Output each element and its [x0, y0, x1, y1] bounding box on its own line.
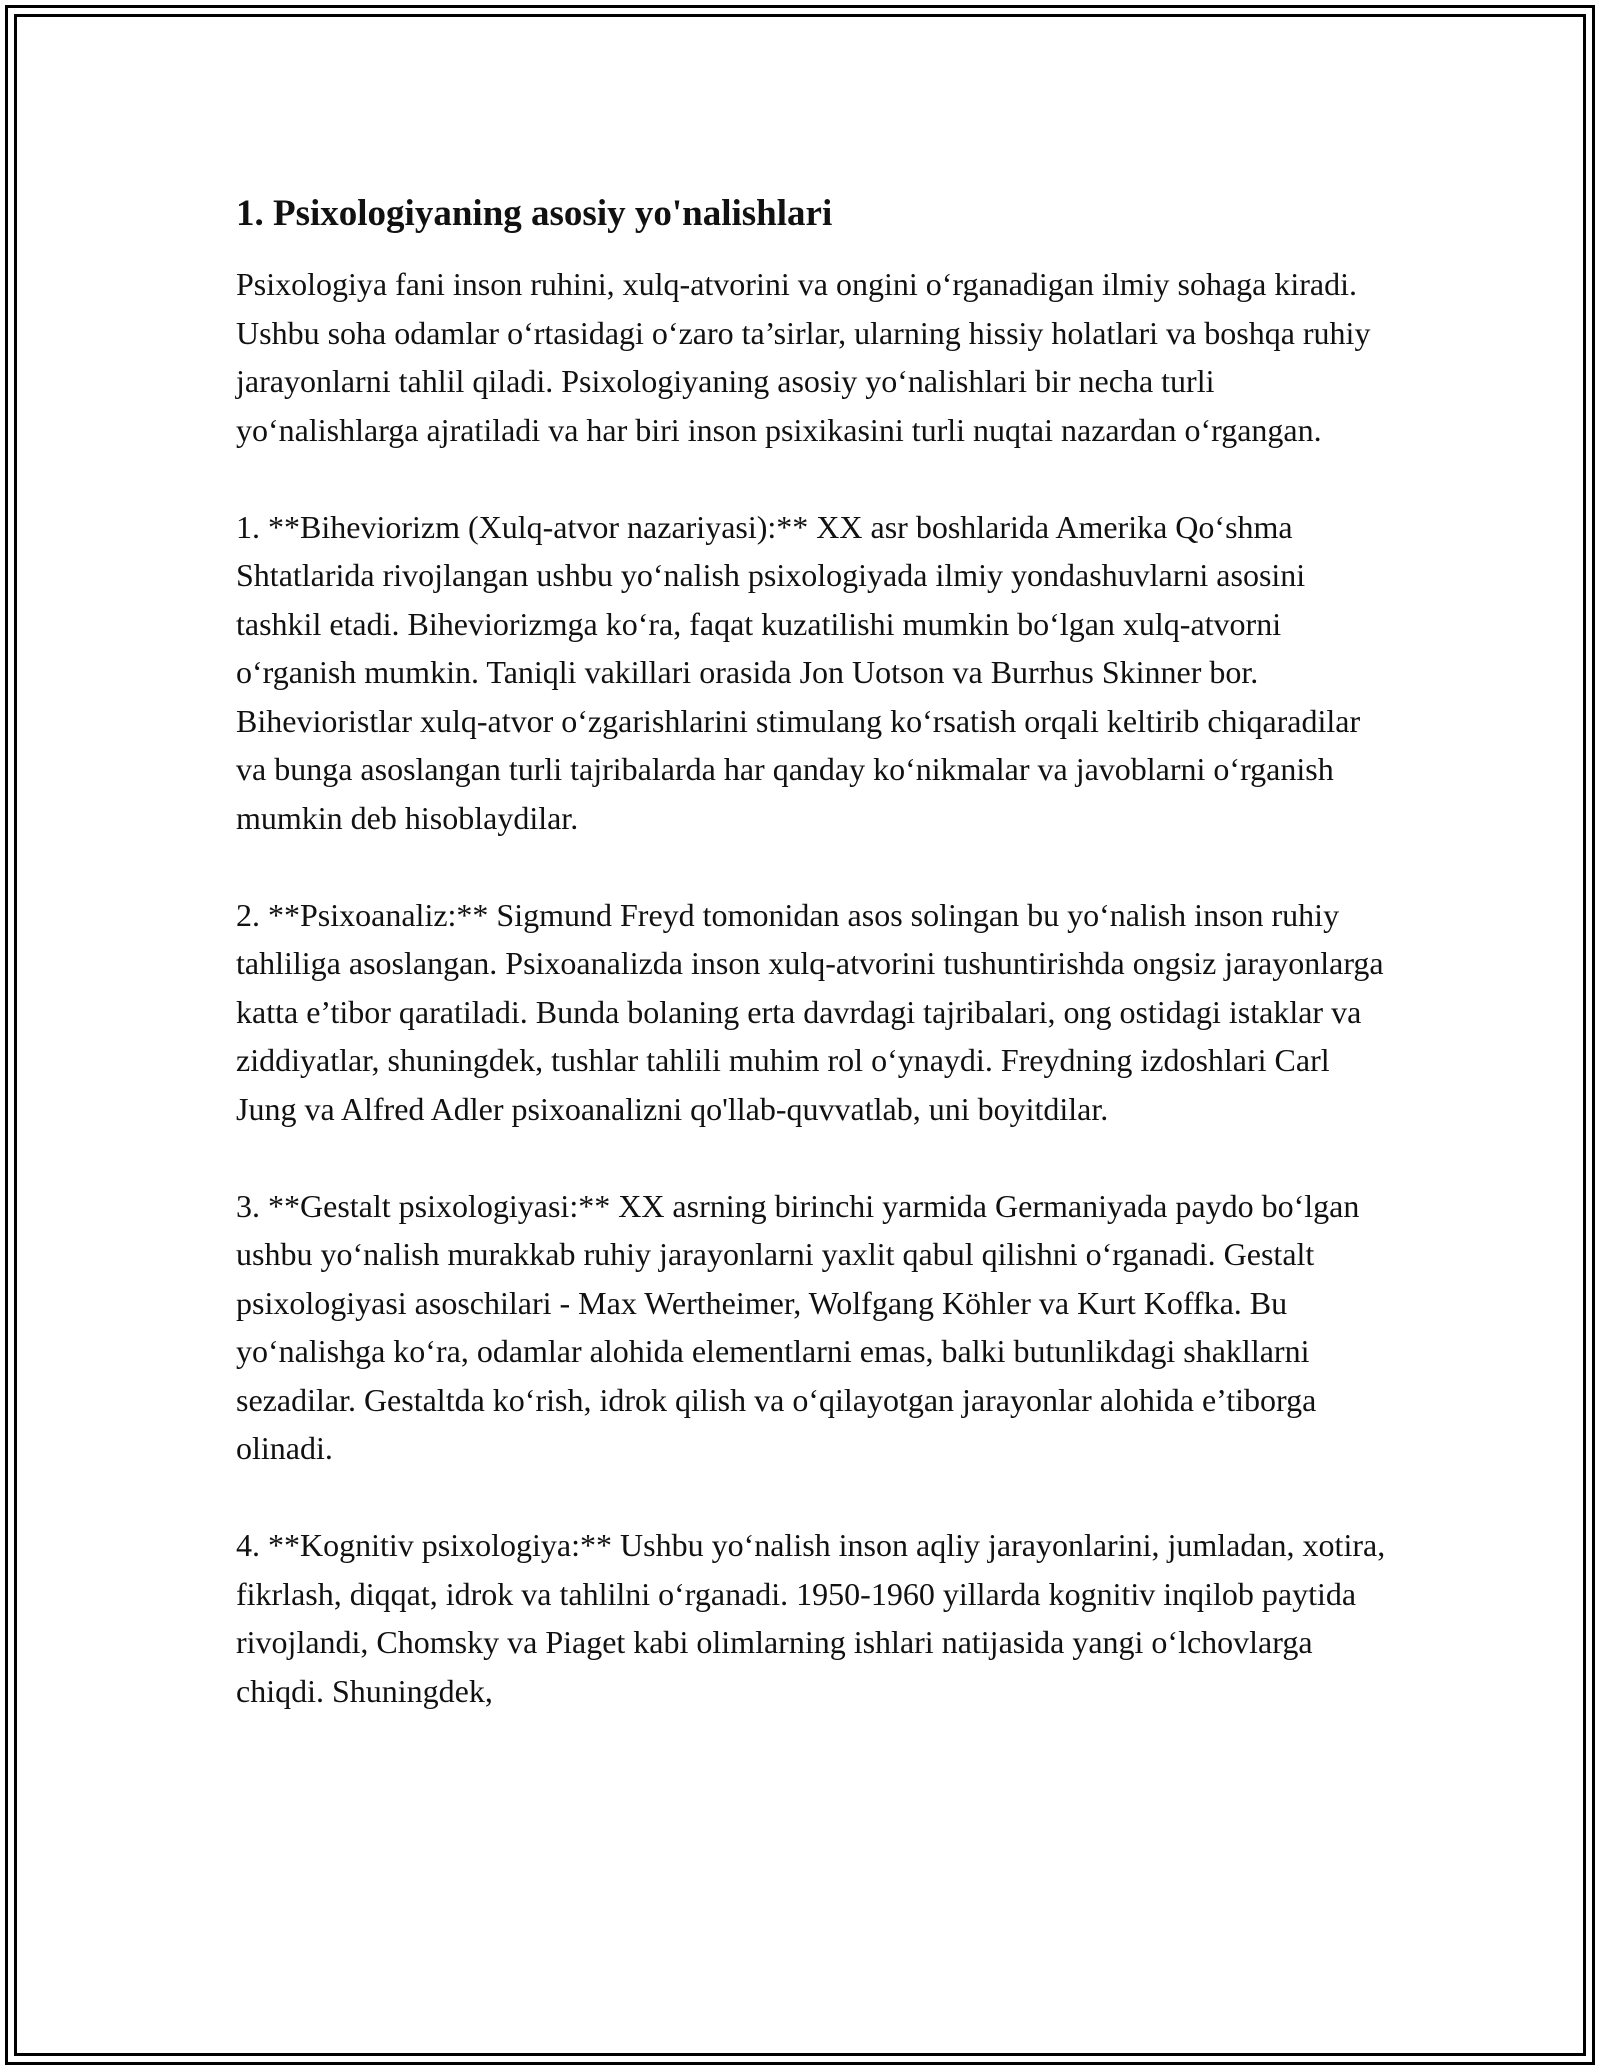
paragraph-intro: Psixologiya fani inson ruhini, xulq-atvorini va ongini o‘rganadigan ilmiy sohaga kiradi. Ushbu soha odamlar o‘rtasidagi o‘zaro ta’sirlar, ularning hissiy holatlari va boshqa ruhiy jarayonlarni tahlil qiladi. Psixologiyaning asosiy yo‘nalishlari bir necha turli yo‘nalishlarga ajratiladi va har biri inson psixikasini turli nuqtai nazardan o‘rgangan. — [236, 266, 1371, 448]
paragraph-psixoanaliz: 2. **Psixoanaliz:** Sigmund Freyd tomonidan asos solingan bu yo‘nalish inson ruhiy tahliliga asoslangan. Psixoanalizda inson xulq-atvorini tushuntirishda ongsiz jarayonlarga katta e’tibor qaratiladi. Bunda bolaning erta davrdagi tajribalari, ong ostidagi istaklar va ziddiyatlar, shuningdek, tushlar tahlili muhim rol o‘ynaydi. Freydning izdoshlari Carl Jung va Alfred Adler psixoanalizni qo'llab-quvvatlab, uni boyitdilar. — [236, 896, 1384, 1127]
paragraph-gestalt: 3. **Gestalt psixologiyasi:** XX asrning birinchi yarmida Germaniyada paydo bo‘lgan ushbu yo‘nalish murakkab ruhiy jarayonlarni yaxlit qabul qilishni o‘rganadi. Gestalt psixologiyasi asoschilari - Max Wertheimer, Wolfgang Köhler va Kurt Koffka. Bu yo‘nalishga ko‘ra, odamlar alohida elementlarni emas, balki butunlikdagi shakllarni sezadilar. Gestaltda ko‘rish, idrok qilish va o‘qilayotgan jarayonlar alohida e’tiborga olinadi. — [236, 1187, 1360, 1466]
document-body — [236, 188, 1386, 1764]
document-title: 1. Psixologiyaning asosiy yo'nalishlari — [236, 193, 833, 234]
paragraph-biheviorizm: 1. **Biheviorizm (Xulq-atvor nazariyasi):** XX asr boshlarida Amerika Qo‘shma Shtatlarida rivojlangan ushbu yo‘nalish psixologiyada ilmiy yondashuvlarni asosini tashkil etadi. Biheviorizmga ko‘ra, faqat kuzatilishi mumkin bo‘lgan xulq-atvorni o‘rganish mumkin. Taniqli vakillari orasida Jon Uotson va Burrhus Skinner bor. Bihevioristlar xulq-atvor o‘zgarishlarini stimulang ko‘rsatish orqali keltirib chiqaradilar va bunga asoslangan turli tajribalarda har qanday ko‘nikmalar va javoblarni o‘rganish mumkin deb hisoblaydilar. — [236, 508, 1361, 836]
paragraph-kognitiv: 4. **Kognitiv psixologiya:** Ushbu yo‘nalish inson aqliy jarayonlarini, jumladan, xotira, fikrlash, diqqat, idrok va tahlilni o‘rganadi. 1950-1960 yillarda kognitiv inqilob paytida rivojlandi, Chomsky va Piaget kabi olimlarning ishlari natijasida yangi o‘lchovlarga chiqdi. Shuningdek, — [236, 1527, 1386, 1709]
